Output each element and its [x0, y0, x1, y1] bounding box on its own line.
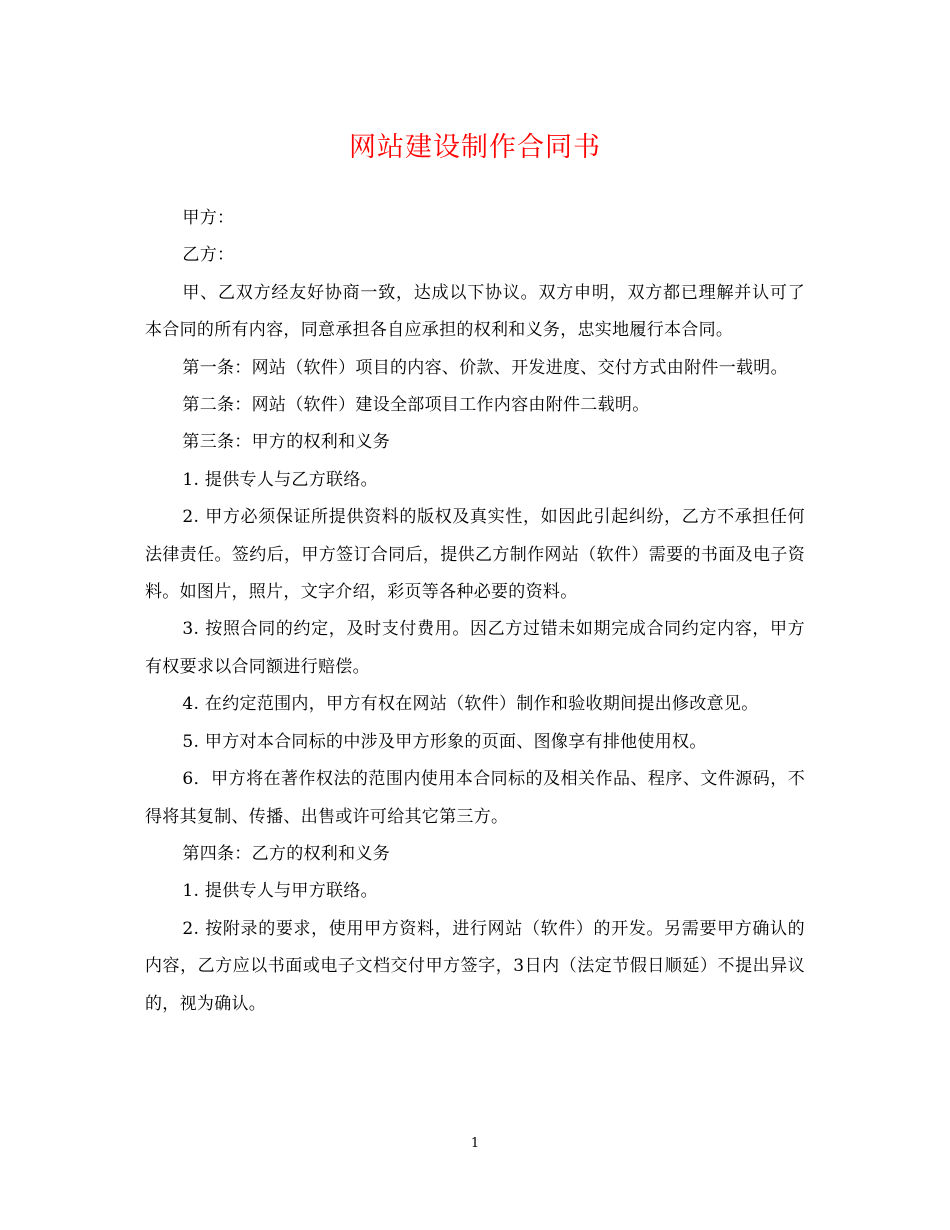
article-3-item-6: 6．甲方将在著作权法的范围内使用本合同标的及相关作品、程序、文件源码，不得将其复制、传播、出售或许可给其它第三方。 [145, 769, 805, 827]
page-number: 1 [470, 1136, 480, 1151]
article-3-heading: 第三条：甲方的权利和义务 [182, 432, 390, 453]
document-body [145, 200, 805, 1023]
party-a-line: 甲方： [182, 208, 235, 228]
article-3-item-5: 5. 甲方对本合同标的中涉及甲方形象的页面、图像享有排他使用权。 [182, 731, 707, 752]
article-4-item-1: 1. 提供专人与甲方联络。 [182, 881, 378, 902]
article-3-item-3: 3. 按照合同的约定，及时支付费用。因乙方过错未如期完成合同约定内容，甲方有权要求以合同额进行赔偿。 [145, 619, 805, 677]
document-title: 网站建设制作合同书 [349, 132, 601, 163]
article-4-item-2: 2. 按附录的要求，使用甲方资料，进行网站（软件）的开发。另需要甲方确认的内容，乙方应以书面或电子文档交付甲方签字，3日内（法定节假日顺延）不提出异议的，视为确认。 [145, 918, 805, 1014]
article-1-paragraph: 第一条：网站（软件）项目的内容、价款、开发进度、交付方式由附件一载明。 [182, 357, 788, 378]
article-2-paragraph: 第二条：网站（软件）建设全部项目工作内容由附件二载明。 [182, 395, 650, 416]
article-4-heading: 第四条：乙方的权利和义务 [182, 843, 390, 864]
article-3-item-2: 2. 甲方必须保证所提供资料的版权及真实性，如因此引起纠纷，乙方不承担任何法律责任。签约后，甲方签订合同后，提供乙方制作网站（软件）需要的书面及电子资料。如图片，照片，文字介绍，彩页等各种必要的资料。 [145, 507, 805, 603]
article-3-item-1: 1. 提供专人与乙方联络。 [182, 469, 378, 490]
article-3-item-4: 4. 在约定范围内，甲方有权在网站（软件）制作和验收期间提出修改意见。 [182, 694, 759, 715]
party-b-line: 乙方： [182, 245, 235, 266]
preamble-paragraph: 甲、乙双方经友好协商一致，达成以下协议。双方申明，双方都已理解并认可了本合同的所有内容，同意承担各自应承担的权利和义务，忠实地履行本合同。 [145, 282, 805, 341]
